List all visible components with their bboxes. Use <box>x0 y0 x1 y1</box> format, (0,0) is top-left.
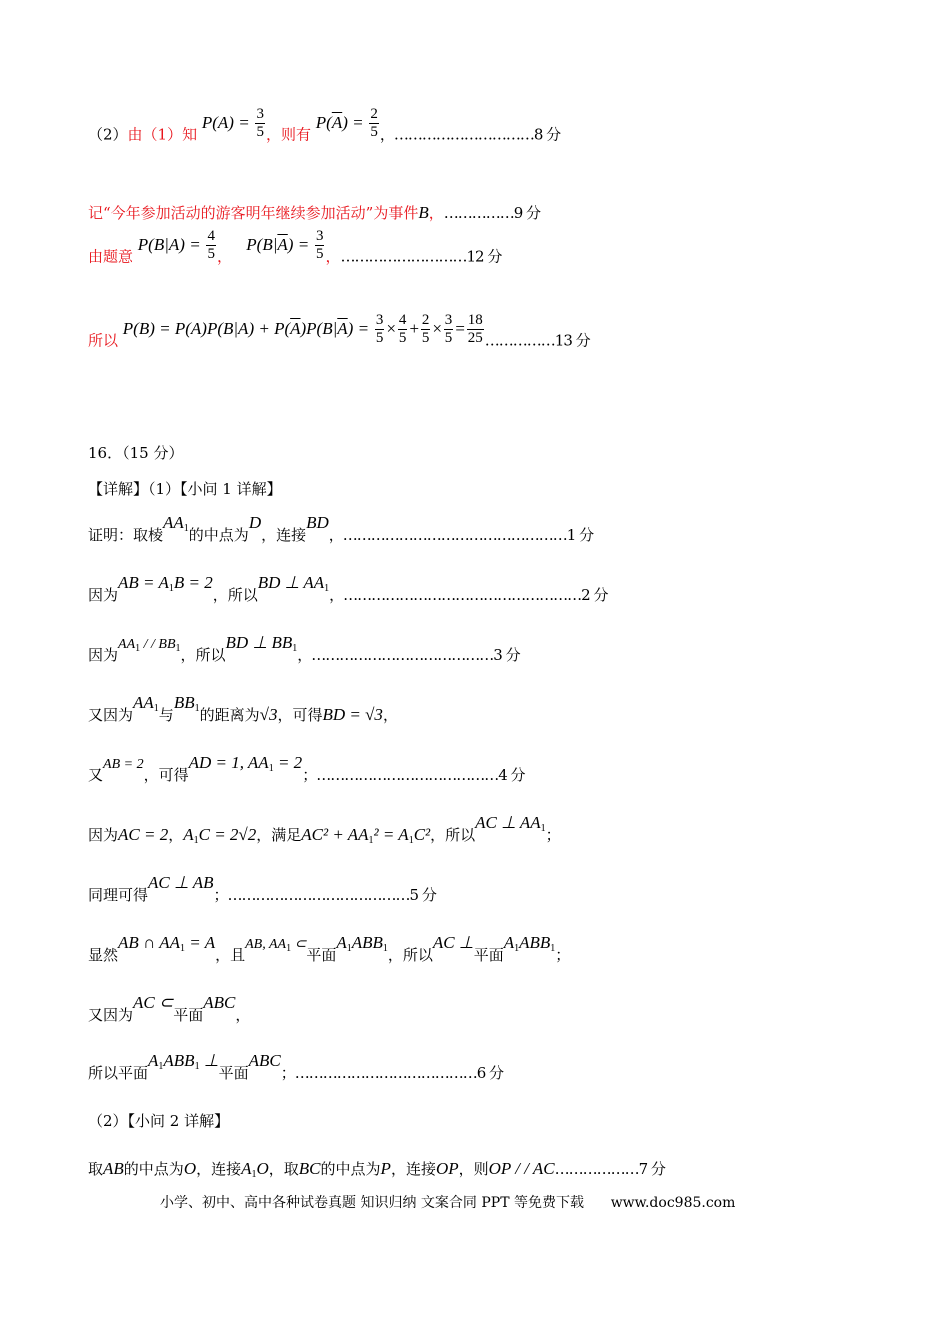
score: ；…………………………………4 分 <box>302 766 525 784</box>
q15-given-line <box>88 106 561 153</box>
f: )P(B| <box>300 318 338 338</box>
f: A <box>148 1051 159 1070</box>
fraction <box>398 312 408 347</box>
q16-line-11 <box>88 1158 665 1180</box>
t: ， <box>382 706 398 724</box>
fraction <box>206 228 216 263</box>
t: 又 <box>88 766 104 784</box>
t: ， <box>235 1006 251 1024</box>
t: 平面 <box>306 946 337 964</box>
f: √3 <box>259 705 278 724</box>
f: C = 2√2 <box>198 825 257 844</box>
f: 1 <box>346 943 352 954</box>
f: B = 2 <box>173 573 213 592</box>
fraction <box>315 228 325 263</box>
q16-line-3 <box>88 633 520 666</box>
t: 证明：取棱 <box>88 526 164 544</box>
num: 3 <box>375 312 384 328</box>
f: 1 <box>194 1061 200 1072</box>
num: 4 <box>398 312 407 328</box>
formula <box>246 235 309 254</box>
op: × <box>431 318 443 338</box>
num: 2 <box>370 106 378 122</box>
q16-line-2 <box>88 573 608 606</box>
t: 因为 <box>88 646 119 664</box>
f: ABC <box>248 1051 281 1070</box>
t: ； <box>545 826 561 844</box>
q16-header: 16．（15 分） <box>88 444 184 462</box>
q16-detail-2: （2）【小问 2 详解】 <box>88 1112 230 1130</box>
q15-total-line <box>88 312 590 359</box>
f: AC ⊥ AB <box>148 873 214 892</box>
f: P(B| <box>246 234 278 254</box>
f: A <box>183 825 194 844</box>
t: ，可得 <box>277 706 323 724</box>
t: 平面 <box>173 1006 204 1024</box>
op: × <box>385 318 397 338</box>
score: ………………7 分 <box>554 1160 665 1178</box>
f: AA <box>118 637 136 652</box>
score: ；…………………………………6 分 <box>280 1064 504 1082</box>
f: $\overline{A}$ <box>277 234 288 254</box>
q16-line-5 <box>88 753 525 786</box>
q16-line-10 <box>88 1051 504 1084</box>
f: AC = 2 <box>118 825 169 844</box>
den: 5 <box>444 330 453 346</box>
t: ，连接 <box>390 1160 436 1178</box>
f: OP / / AC <box>488 1159 555 1178</box>
f: AB <box>103 1159 124 1178</box>
f: AB = 2 <box>103 757 144 772</box>
text: 所以 <box>88 331 119 350</box>
f: ABB <box>519 933 551 952</box>
f: AD = 1, AA <box>188 753 269 772</box>
formula: P(A) = <box>201 112 250 132</box>
text: （2） <box>88 125 128 144</box>
f: D <box>248 513 262 532</box>
num: 3 <box>444 312 453 328</box>
formula: B <box>418 203 429 222</box>
f: ABB <box>351 933 383 952</box>
num: 3 <box>315 228 324 244</box>
f: AC² + AA <box>301 825 369 844</box>
den: 5 <box>256 124 264 140</box>
text: 由（1）知 <box>127 125 198 144</box>
f: 1 <box>168 583 174 594</box>
f: 1 <box>268 763 274 774</box>
f: OP <box>435 1159 459 1178</box>
f: AA <box>163 513 184 532</box>
f: 1 <box>153 703 159 714</box>
t: 平面 <box>218 1064 249 1082</box>
score: ，……………………………………………2 分 <box>329 586 608 604</box>
f: 1 <box>540 823 546 834</box>
f: 1 <box>382 943 388 954</box>
t: ，所以 <box>430 826 476 844</box>
f: 1 <box>292 643 298 654</box>
den: 5 <box>421 330 430 346</box>
t: 同理可得 <box>88 886 149 904</box>
footer <box>160 1192 735 1212</box>
q16-line-8 <box>88 933 571 966</box>
f: 1 <box>193 835 199 846</box>
f: 1 <box>368 835 374 846</box>
fraction <box>375 312 385 347</box>
text: ，则有 <box>265 125 311 144</box>
formula: P(B|A) = <box>137 234 201 254</box>
f: ⊂ <box>291 937 307 952</box>
t: 的中点为 <box>320 1160 381 1178</box>
fraction <box>255 106 265 141</box>
den: 5 <box>370 124 378 140</box>
f: 1 <box>135 643 141 654</box>
score: ………………………12 分 <box>340 247 502 266</box>
text: 由题意 <box>88 247 134 266</box>
footer-link[interactable]: www.doc985.com <box>610 1195 736 1211</box>
f: AC ⊥ AA <box>475 813 541 832</box>
f: 1 <box>286 943 292 954</box>
f: AB ∩ AA <box>118 933 181 952</box>
f: BD <box>306 513 329 532</box>
f: = A <box>185 933 216 952</box>
t: ，连接 <box>261 526 307 544</box>
t: ，可得 <box>143 766 189 784</box>
q16-line-1 <box>88 513 594 546</box>
f: $\overline{A}$ <box>337 318 348 338</box>
op: = <box>454 318 466 338</box>
t: 平面 <box>473 946 504 964</box>
f: ABB <box>163 1051 195 1070</box>
t: 的中点为 <box>188 526 249 544</box>
formula <box>123 319 369 338</box>
t: 因为 <box>88 586 119 604</box>
t: 的中点为 <box>123 1160 184 1178</box>
f: 1 <box>194 703 200 714</box>
f: ) = <box>342 112 364 132</box>
num: 2 <box>421 312 430 328</box>
footer-ad: 小学、初中、高中各种试卷真题 知识归纳 文案合同 PPT 等免费下载 <box>160 1195 584 1211</box>
f: A <box>241 1159 252 1178</box>
f: AC ⊂ <box>133 993 174 1012</box>
f: AB = A <box>118 573 169 592</box>
den: 25 <box>467 330 483 346</box>
t: ， <box>168 826 184 844</box>
den: 5 <box>375 330 384 346</box>
score: ……………9 分 <box>443 204 541 222</box>
t: ，所以 <box>180 646 226 664</box>
fraction <box>421 312 431 347</box>
f: 1 <box>251 1169 257 1180</box>
t: 显然 <box>88 946 119 964</box>
f: ABC <box>203 993 236 1012</box>
f: AC ⊥ <box>432 933 474 952</box>
q16-line-6 <box>88 813 561 846</box>
op: + <box>408 318 420 338</box>
fraction <box>467 312 484 347</box>
f: BD ⊥ AA <box>257 573 325 592</box>
text: 记“今年参加活动的游客明年继续参加活动”为事件 <box>88 204 419 222</box>
t: 又因为 <box>88 1006 134 1024</box>
den: 5 <box>207 246 215 262</box>
t: 与 <box>158 706 174 724</box>
t: 因为 <box>88 826 119 844</box>
f: O <box>183 1159 197 1178</box>
t: ，则 <box>458 1160 489 1178</box>
f: ) = <box>347 318 370 338</box>
f: 1 <box>324 583 330 594</box>
den: 5 <box>315 246 324 262</box>
f: AB, AA <box>245 937 287 952</box>
f: 1 <box>158 1061 164 1072</box>
t: ，所以 <box>212 586 258 604</box>
f: BB <box>173 693 195 712</box>
f: 1 <box>408 835 414 846</box>
q16-line-9 <box>88 993 251 1025</box>
t: 所以平面 <box>88 1064 149 1082</box>
t: 取 <box>88 1160 104 1178</box>
score: ……………13 分 <box>484 331 590 350</box>
den: 5 <box>398 330 407 346</box>
f: 1 <box>183 523 189 534</box>
t: ； <box>555 946 571 964</box>
f: 1 <box>550 943 556 954</box>
t: ，且 <box>215 946 246 964</box>
f: BC <box>298 1159 321 1178</box>
f: P(B) = P(A)P(B|A) + P( <box>122 318 291 338</box>
t: ，连接 <box>196 1160 242 1178</box>
t: ，满足 <box>256 826 302 844</box>
f: O <box>256 1159 269 1178</box>
f: AA <box>133 693 154 712</box>
f: P( <box>315 112 332 132</box>
t: ，所以 <box>387 946 433 964</box>
f: P <box>380 1159 391 1178</box>
q16-line-4 <box>88 693 398 726</box>
fraction <box>444 312 454 347</box>
f: $\overline{A}$ <box>290 318 301 338</box>
score: ；…………………………………5 分 <box>213 886 436 904</box>
f: / / BB <box>140 637 176 652</box>
num: 3 <box>256 106 264 122</box>
score: ，…………………………8 分 <box>379 125 561 144</box>
f: 1 <box>175 643 181 654</box>
f: ⊥ <box>199 1051 219 1070</box>
score: ，…………………………………………1 分 <box>328 526 594 544</box>
f: = 2 <box>273 753 303 772</box>
f: BD = √3 <box>322 705 383 724</box>
f: ² = A <box>373 825 409 844</box>
t: ，取 <box>268 1160 299 1178</box>
f: A <box>336 933 347 952</box>
f: 1 <box>514 943 520 954</box>
q15-cond-line: 由题意 P(B|A) = $\frac{4}{5}$ ， $P(B|\overline{A})$ = $\frac{3}{5}$ ，………………………12 分 <box>88 228 502 266</box>
q16-line-7 <box>88 873 436 905</box>
score: ，…………………………………3 分 <box>297 646 520 664</box>
q15-event-line <box>88 202 540 223</box>
t: 的距离为 <box>199 706 260 724</box>
fraction <box>369 106 379 141</box>
text: ， <box>428 204 444 222</box>
f: BD ⊥ BB <box>225 633 293 652</box>
f: ) = <box>287 234 310 254</box>
t: 又因为 <box>88 706 134 724</box>
f: $\overline{A}$ <box>331 112 343 132</box>
f: 1 <box>180 943 186 954</box>
f: C² <box>413 825 431 844</box>
q16-detail-1: 【详解】（1）【小问 1 详解】 <box>88 480 282 498</box>
num: 4 <box>207 228 215 244</box>
f: A <box>503 933 515 952</box>
num: 18 <box>467 312 483 328</box>
formula <box>316 113 364 132</box>
